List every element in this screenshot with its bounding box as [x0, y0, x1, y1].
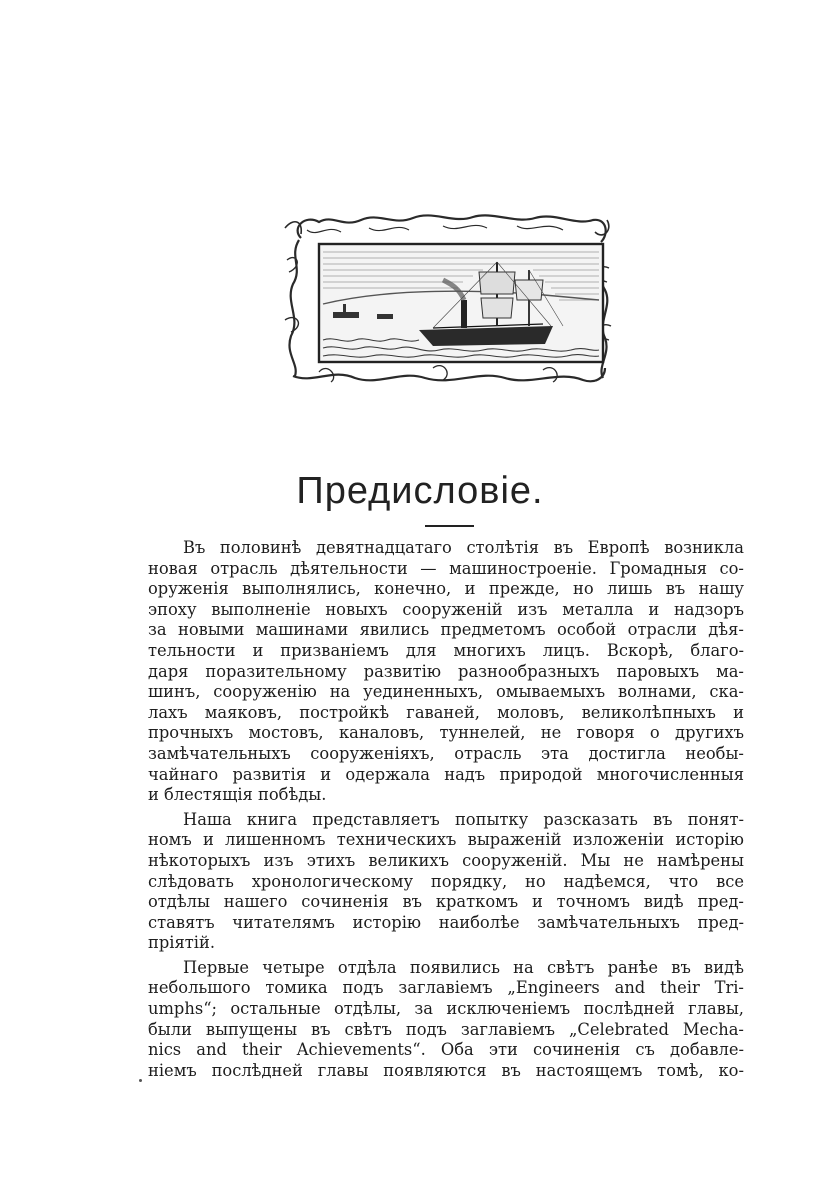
word: исторію — [352, 912, 422, 932]
line-text: и блестящія побѣды. — [148, 785, 327, 805]
word: постройкѣ — [299, 702, 390, 722]
word: въ — [310, 1019, 331, 1039]
word: nics — [148, 1040, 182, 1060]
word: многочисленныя — [596, 764, 744, 784]
word: что — [668, 871, 699, 891]
word: дѣя- — [708, 620, 744, 640]
paragraph-line — [148, 785, 744, 806]
word: представляетъ — [312, 809, 440, 829]
word: новыми — [178, 620, 245, 640]
paragraph-line — [148, 579, 744, 600]
word: отрасль — [454, 743, 522, 763]
word: нашего — [223, 892, 288, 912]
word: хронологическому — [251, 871, 414, 891]
paragraph-line — [148, 641, 744, 662]
word: сооруженій — [402, 599, 503, 619]
word: понят- — [687, 809, 744, 829]
word: главы — [317, 1060, 369, 1080]
word: номъ — [148, 830, 192, 850]
word: не — [623, 850, 644, 870]
word: въ — [553, 538, 574, 557]
paragraph-line — [148, 999, 744, 1020]
word: отдѣлы — [148, 892, 210, 912]
word: машинами — [255, 620, 349, 640]
word: видѣ — [643, 892, 684, 912]
title-rule — [425, 525, 474, 527]
word: небольшого — [148, 978, 251, 998]
word: краткомъ — [435, 892, 519, 912]
word: — — [420, 558, 437, 578]
word: ма- — [716, 661, 744, 681]
word: исторію — [675, 830, 744, 850]
word: and — [614, 978, 646, 998]
paragraph-line — [148, 958, 744, 979]
word: тельности — [148, 640, 236, 660]
word: главы, — [688, 999, 744, 1019]
word: все — [716, 871, 744, 891]
word: металла — [562, 599, 634, 619]
paragraph-line — [148, 830, 744, 851]
word: „Celebrated — [568, 1019, 669, 1039]
word: отрасль — [210, 558, 278, 578]
word: „Engineers — [507, 978, 600, 998]
word: но — [573, 579, 594, 599]
word: возникла — [664, 538, 744, 557]
word: замѣчательныхъ — [537, 912, 680, 932]
word: Въ — [183, 538, 206, 557]
word: дѣятельности — [290, 558, 408, 578]
word: замѣчательныхъ — [148, 743, 291, 763]
word: за — [414, 999, 434, 1019]
word: послѣдней — [211, 1060, 303, 1080]
word: Мы — [580, 850, 611, 870]
word: Вскорѣ, — [606, 640, 674, 660]
word: точномъ — [556, 892, 630, 912]
word: и — [464, 579, 476, 599]
word: необы- — [685, 743, 744, 763]
paragraph-line — [148, 1040, 744, 1061]
margin-dot — [139, 1079, 142, 1082]
word: изъ — [263, 850, 294, 870]
word: Наша — [183, 809, 232, 829]
word: появились — [409, 957, 500, 977]
paragraph-line — [148, 620, 744, 641]
word: о — [649, 723, 660, 743]
word: гаваней, — [406, 702, 480, 722]
ship-engraving-vignette — [283, 208, 613, 384]
word: этихъ — [306, 850, 356, 870]
word: даря — [148, 661, 189, 681]
word: наиболѣе — [438, 912, 520, 932]
word: лицъ. — [542, 640, 590, 660]
word: заглавіемъ — [460, 1019, 556, 1039]
word: моловъ, — [497, 702, 565, 722]
paragraph-line — [148, 744, 744, 765]
word: не — [540, 723, 562, 743]
word: выраженій — [467, 830, 562, 850]
word: съ — [635, 1040, 655, 1060]
word: достигла — [588, 743, 666, 763]
word: для — [405, 640, 437, 660]
word: туннелей, — [439, 723, 526, 743]
paragraph-line — [148, 538, 744, 559]
paragraph-line — [148, 851, 744, 872]
word: и — [733, 702, 744, 722]
word: одержала — [345, 764, 430, 784]
word: выполнялись, — [242, 579, 361, 599]
word: за — [148, 620, 167, 640]
word: со- — [719, 558, 744, 578]
word: заглавіемъ — [398, 978, 493, 998]
word: лишь — [607, 579, 653, 599]
page-title: Предисловіе. — [296, 470, 544, 512]
word: благо- — [690, 640, 744, 660]
word: четыре — [262, 957, 325, 977]
word: остальные — [230, 999, 321, 1019]
word: новая — [148, 558, 198, 578]
word: и — [320, 764, 332, 784]
word: многихъ — [453, 640, 526, 660]
word: исключеніемъ — [446, 999, 571, 1019]
word: говоря — [576, 723, 635, 743]
word: Громадныя — [609, 558, 707, 578]
word: великолѣпныхъ — [581, 702, 716, 722]
word: подъ — [405, 1019, 447, 1039]
word: прочныхъ — [148, 723, 234, 743]
paragraph-line — [148, 933, 744, 954]
word: послѣдней — [583, 999, 675, 1019]
word: лишенномъ — [225, 830, 326, 850]
word: ранѣе — [607, 957, 659, 977]
word: нѣкоторыхъ — [148, 850, 251, 870]
word: лахъ — [148, 702, 188, 722]
word: чайнаго — [148, 764, 219, 784]
word: были — [148, 1019, 192, 1039]
word: попытку — [454, 809, 529, 829]
preface-body — [148, 538, 744, 1081]
word: видѣ — [704, 957, 744, 977]
word: книга — [246, 809, 298, 829]
word: отдѣлы, — [333, 999, 402, 1019]
word: на — [513, 957, 534, 977]
word: особой — [556, 620, 617, 640]
word: umphs“; — [148, 999, 217, 1019]
word: свѣтъ — [546, 957, 595, 977]
paragraph-line — [148, 703, 744, 724]
word: и — [531, 892, 543, 912]
word: изложеніи — [572, 830, 665, 850]
word: и — [252, 640, 264, 660]
word: развитія — [232, 764, 306, 784]
paragraph-line — [148, 892, 744, 913]
word: конечно, — [374, 579, 452, 599]
word: эта — [541, 743, 569, 763]
word: надѣемся, — [563, 871, 651, 891]
word: въ — [665, 579, 686, 599]
word: Achievements“. — [296, 1040, 426, 1060]
paragraph-line — [148, 810, 744, 831]
word: Оба — [440, 1040, 474, 1060]
word: разсказать — [543, 809, 638, 829]
word: читателямъ — [232, 912, 335, 932]
word: разнообразныхъ — [458, 661, 600, 681]
word: сочиненія — [532, 1040, 621, 1060]
line-text: пріятій. — [148, 933, 215, 953]
word: выполненіе — [211, 599, 311, 619]
word: великихъ — [368, 850, 449, 870]
word: слѣдовать — [148, 871, 234, 891]
word: въ — [501, 1060, 521, 1080]
word: каналовъ, — [338, 723, 425, 743]
word: their — [660, 978, 700, 998]
word: томика — [265, 978, 328, 998]
word: девятнадцатаго — [315, 538, 452, 557]
paragraph-line — [148, 662, 744, 683]
word: настоящемъ — [535, 1060, 643, 1080]
paragraph-line — [148, 1020, 744, 1041]
word: оруженія — [148, 579, 229, 599]
word: свѣтъ — [344, 1019, 392, 1039]
paragraph-line — [148, 559, 744, 580]
word: эпоху — [148, 599, 197, 619]
word: другихъ — [675, 723, 744, 743]
word: отрасли — [627, 620, 697, 640]
paragraph-line — [148, 872, 744, 893]
paragraph-line — [148, 723, 744, 744]
word: томѣ, — [657, 1060, 704, 1080]
word: явились — [359, 620, 430, 640]
paragraph-line — [148, 1061, 744, 1082]
word: and — [196, 1040, 227, 1060]
word: шинъ, — [148, 682, 201, 702]
word: развитію — [363, 661, 442, 681]
word: новыхъ — [325, 599, 388, 619]
word: сооруженію — [213, 682, 317, 702]
word: добавле- — [670, 1040, 744, 1060]
paragraph-line — [148, 682, 744, 703]
word: Первые — [183, 957, 250, 977]
word: на — [329, 682, 351, 702]
word: омываемыхъ — [495, 682, 606, 702]
word: надзоръ — [673, 599, 744, 619]
word: столѣтія — [466, 538, 540, 557]
word: пред- — [697, 912, 744, 932]
word: изъ — [517, 599, 548, 619]
word: ска- — [709, 682, 744, 702]
word: Tri- — [714, 978, 744, 998]
word: their — [242, 1040, 282, 1060]
word: сочиненія — [301, 892, 389, 912]
paragraph-line — [148, 913, 744, 934]
word: мостовъ, — [248, 723, 324, 743]
word: волнами, — [617, 682, 697, 702]
word: ко- — [718, 1060, 744, 1080]
word: въ — [653, 809, 673, 829]
word: машиностроеніе. — [449, 558, 597, 578]
word: эти — [488, 1040, 518, 1060]
word: Mecha- — [682, 1019, 744, 1039]
word: отдѣла — [337, 957, 397, 977]
word: предметомъ — [440, 620, 546, 640]
word: половинѣ — [219, 538, 302, 557]
word: техническихъ — [336, 830, 457, 850]
word: маяковъ, — [204, 702, 283, 722]
word: подъ — [342, 978, 384, 998]
word: въ — [402, 892, 422, 912]
paragraph-line — [148, 600, 744, 621]
word: природой — [499, 764, 583, 784]
word: прежде, — [488, 579, 560, 599]
word: сооруженіяхъ, — [310, 743, 435, 763]
word: въ — [671, 957, 691, 977]
word: порядку, — [430, 871, 508, 891]
word: паровыхъ — [616, 661, 700, 681]
word: и — [648, 599, 660, 619]
word: намѣрены — [657, 850, 744, 870]
word: ставятъ — [148, 912, 215, 932]
paragraph-line — [148, 765, 744, 786]
word: но — [525, 871, 546, 891]
word: надъ — [444, 764, 486, 784]
word: призваніемъ — [280, 640, 389, 660]
word: пред- — [697, 892, 744, 912]
word: выпущены — [205, 1019, 298, 1039]
word: поразительному — [205, 661, 347, 681]
word: ніемъ — [148, 1060, 197, 1080]
word: Европѣ — [587, 538, 650, 557]
word: и — [202, 830, 214, 850]
word: появляются — [383, 1060, 487, 1080]
word: уединенныхъ, — [363, 682, 484, 702]
paragraph-line — [148, 978, 744, 999]
word: сооруженій. — [462, 850, 568, 870]
word: нашу — [698, 579, 744, 599]
